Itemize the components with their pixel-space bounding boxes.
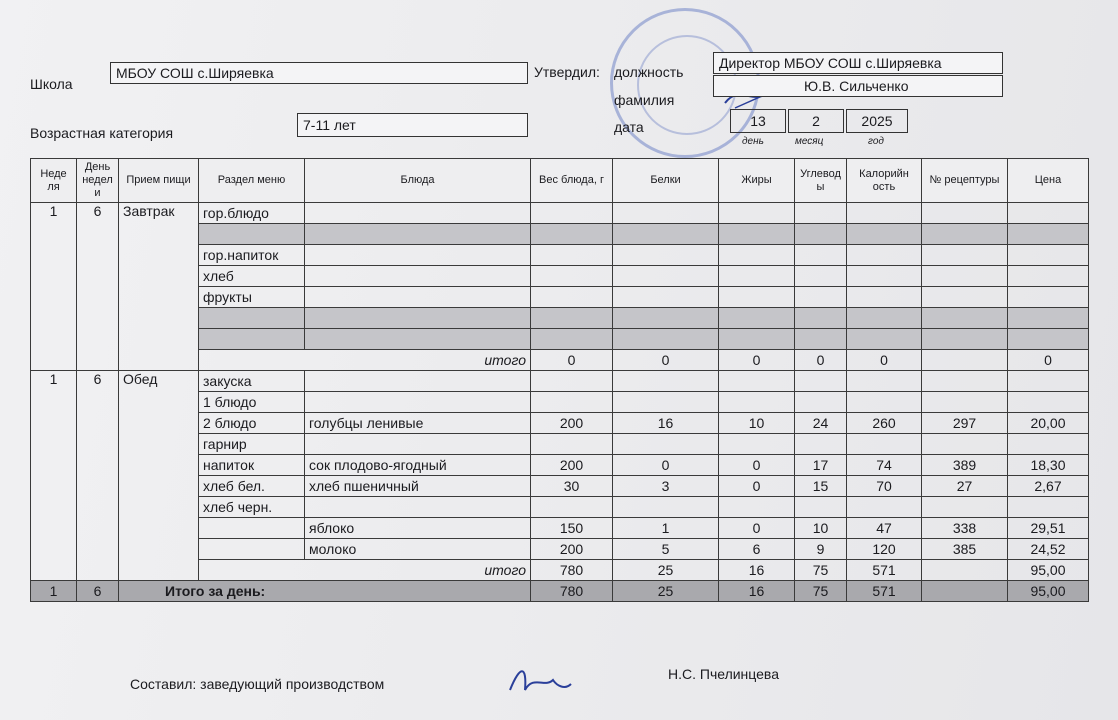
price-cell	[1008, 434, 1089, 455]
recipe-cell	[922, 497, 1008, 518]
day-cell: 6	[77, 203, 119, 371]
kcal-cell: 70	[847, 476, 922, 497]
day-total-price: 95,00	[1008, 581, 1089, 602]
carbs-cell	[795, 392, 847, 413]
weight-cell: 200	[531, 413, 613, 434]
day-total-weight: 780	[531, 581, 613, 602]
date-month-field: 2	[788, 109, 844, 133]
column-header: Калорийн ость	[847, 159, 922, 203]
recipe-cell	[922, 371, 1008, 392]
weight-cell: 30	[531, 476, 613, 497]
protein-cell: 5	[613, 539, 719, 560]
column-header: Цена	[1008, 159, 1089, 203]
day-total-fat: 16	[719, 581, 795, 602]
table-row	[31, 371, 1089, 392]
recipe-cell	[922, 434, 1008, 455]
weight-cell	[531, 497, 613, 518]
dish-cell: сок плодово-ягодный	[305, 455, 531, 476]
dish-cell	[305, 371, 531, 392]
composer-signature-icon	[505, 660, 575, 700]
section-cell: 1 блюдо	[199, 392, 305, 413]
total-protein: 0	[613, 350, 719, 371]
section-cell: хлеб	[199, 266, 305, 287]
price-cell: 24,52	[1008, 539, 1089, 560]
day-total-carbs: 75	[795, 581, 847, 602]
price-cell: 20,00	[1008, 413, 1089, 434]
fat-cell	[719, 497, 795, 518]
fat-cell	[719, 434, 795, 455]
week-cell: 1	[31, 203, 77, 371]
month-caption: месяц	[795, 136, 824, 147]
day-cell: 6	[77, 371, 119, 581]
composed-by-label: Составил: заведующий производством	[130, 676, 385, 692]
column-header: Белки	[613, 159, 719, 203]
position-field: Директор МБОУ СОШ с.Ширяевка	[713, 52, 1003, 74]
protein-cell	[613, 497, 719, 518]
dish-cell	[305, 497, 531, 518]
fat-cell: 0	[719, 455, 795, 476]
total-weight: 0	[531, 350, 613, 371]
section-cell	[199, 329, 305, 350]
day-total-protein: 25	[613, 581, 719, 602]
day-total-label: Итого за день:	[119, 581, 531, 602]
carbs-cell: 9	[795, 539, 847, 560]
kcal-cell	[847, 434, 922, 455]
date-label: дата	[614, 119, 644, 135]
price-cell	[1008, 497, 1089, 518]
dish-cell: молоко	[305, 539, 531, 560]
section-cell: гор.напиток	[199, 245, 305, 266]
year-caption: год	[868, 136, 884, 147]
fat-cell	[719, 392, 795, 413]
section-cell	[199, 539, 305, 560]
carbs-cell: 24	[795, 413, 847, 434]
recipe-cell	[922, 392, 1008, 413]
weight-cell: 200	[531, 539, 613, 560]
price-cell	[1008, 371, 1089, 392]
kcal-cell: 260	[847, 413, 922, 434]
total-label: итого	[199, 560, 531, 581]
kcal-cell	[847, 371, 922, 392]
total-protein: 25	[613, 560, 719, 581]
age-category-label: Возрастная категория	[30, 125, 174, 141]
fat-cell	[719, 371, 795, 392]
section-cell: гор.блюдо	[199, 203, 305, 224]
column-header: № рецептуры	[922, 159, 1008, 203]
section-cell: гарнир	[199, 434, 305, 455]
composer-name: Н.С. Пчелинцева	[668, 666, 780, 682]
section-cell	[199, 518, 305, 539]
dish-cell: яблоко	[305, 518, 531, 539]
table-row	[31, 203, 1089, 224]
column-header: Раздел меню	[199, 159, 305, 203]
price-cell	[1008, 392, 1089, 413]
dish-cell	[305, 392, 531, 413]
section-cell: хлеб бел.	[199, 476, 305, 497]
section-cell: закуска	[199, 371, 305, 392]
section-cell: напиток	[199, 455, 305, 476]
week-cell: 1	[31, 371, 77, 581]
column-header: Вес блюда, г	[531, 159, 613, 203]
day-total-day: 6	[77, 581, 119, 602]
carbs-cell	[795, 371, 847, 392]
protein-cell: 0	[613, 455, 719, 476]
total-fat: 0	[719, 350, 795, 371]
total-price: 0	[1008, 350, 1089, 371]
fat-cell: 6	[719, 539, 795, 560]
dish-cell: голубцы ленивые	[305, 413, 531, 434]
approved-label: Утвердил:	[534, 64, 600, 80]
weight-cell	[531, 392, 613, 413]
day-caption: день	[742, 136, 764, 147]
carbs-cell	[795, 434, 847, 455]
age-category-field: 7-11 лет	[297, 113, 528, 137]
weight-cell	[531, 371, 613, 392]
fat-cell: 0	[719, 476, 795, 497]
surname-label: фамилия	[614, 92, 675, 108]
column-header: Жиры	[719, 159, 795, 203]
carbs-cell	[795, 497, 847, 518]
price-cell: 18,30	[1008, 455, 1089, 476]
kcal-cell	[847, 497, 922, 518]
column-header: Неде ля	[31, 159, 77, 203]
total-fat: 16	[719, 560, 795, 581]
weight-cell	[531, 434, 613, 455]
section-cell: фрукты	[199, 287, 305, 308]
date-day-field: 13	[730, 109, 786, 133]
recipe-cell: 27	[922, 476, 1008, 497]
total-carbs: 0	[795, 350, 847, 371]
column-header: Блюда	[305, 159, 531, 203]
recipe-cell: 385	[922, 539, 1008, 560]
kcal-cell: 74	[847, 455, 922, 476]
meal-cell: Обед	[119, 371, 199, 581]
recipe-cell: 389	[922, 455, 1008, 476]
section-cell: 2 блюдо	[199, 413, 305, 434]
weight-cell: 200	[531, 455, 613, 476]
carbs-cell: 15	[795, 476, 847, 497]
fat-cell: 0	[719, 518, 795, 539]
weight-cell: 150	[531, 518, 613, 539]
column-header: День недел и	[77, 159, 119, 203]
day-total-kcal: 571	[847, 581, 922, 602]
meal-cell: Завтрак	[119, 203, 199, 371]
protein-cell: 16	[613, 413, 719, 434]
kcal-cell: 120	[847, 539, 922, 560]
protein-cell	[613, 371, 719, 392]
total-price: 95,00	[1008, 560, 1089, 581]
fat-cell: 10	[719, 413, 795, 434]
day-total-week: 1	[31, 581, 77, 602]
section-cell	[199, 224, 305, 245]
dish-cell: хлеб пшеничный	[305, 476, 531, 497]
recipe-cell: 338	[922, 518, 1008, 539]
date-year-field: 2025	[846, 109, 908, 133]
kcal-cell	[847, 392, 922, 413]
surname-field: Ю.В. Сильченко	[713, 75, 1003, 97]
section-cell: хлеб черн.	[199, 497, 305, 518]
menu-table	[30, 158, 1089, 602]
protein-cell: 3	[613, 476, 719, 497]
position-label: должность	[614, 64, 684, 80]
price-cell: 29,51	[1008, 518, 1089, 539]
protein-cell: 1	[613, 518, 719, 539]
total-weight: 780	[531, 560, 613, 581]
dish-cell	[305, 434, 531, 455]
school-label: Школа	[30, 76, 73, 92]
protein-cell	[613, 392, 719, 413]
day-total-row	[31, 581, 1089, 602]
carbs-cell: 10	[795, 518, 847, 539]
school-field: МБОУ СОШ с.Ширяевка	[110, 62, 528, 84]
column-header: Углевод ы	[795, 159, 847, 203]
total-kcal: 0	[847, 350, 922, 371]
section-cell	[199, 308, 305, 329]
total-label: итого	[199, 350, 531, 371]
protein-cell	[613, 434, 719, 455]
price-cell: 2,67	[1008, 476, 1089, 497]
table-header-row	[31, 159, 1089, 203]
recipe-cell: 297	[922, 413, 1008, 434]
total-carbs: 75	[795, 560, 847, 581]
carbs-cell: 17	[795, 455, 847, 476]
column-header: Прием пищи	[119, 159, 199, 203]
total-kcal: 571	[847, 560, 922, 581]
kcal-cell: 47	[847, 518, 922, 539]
